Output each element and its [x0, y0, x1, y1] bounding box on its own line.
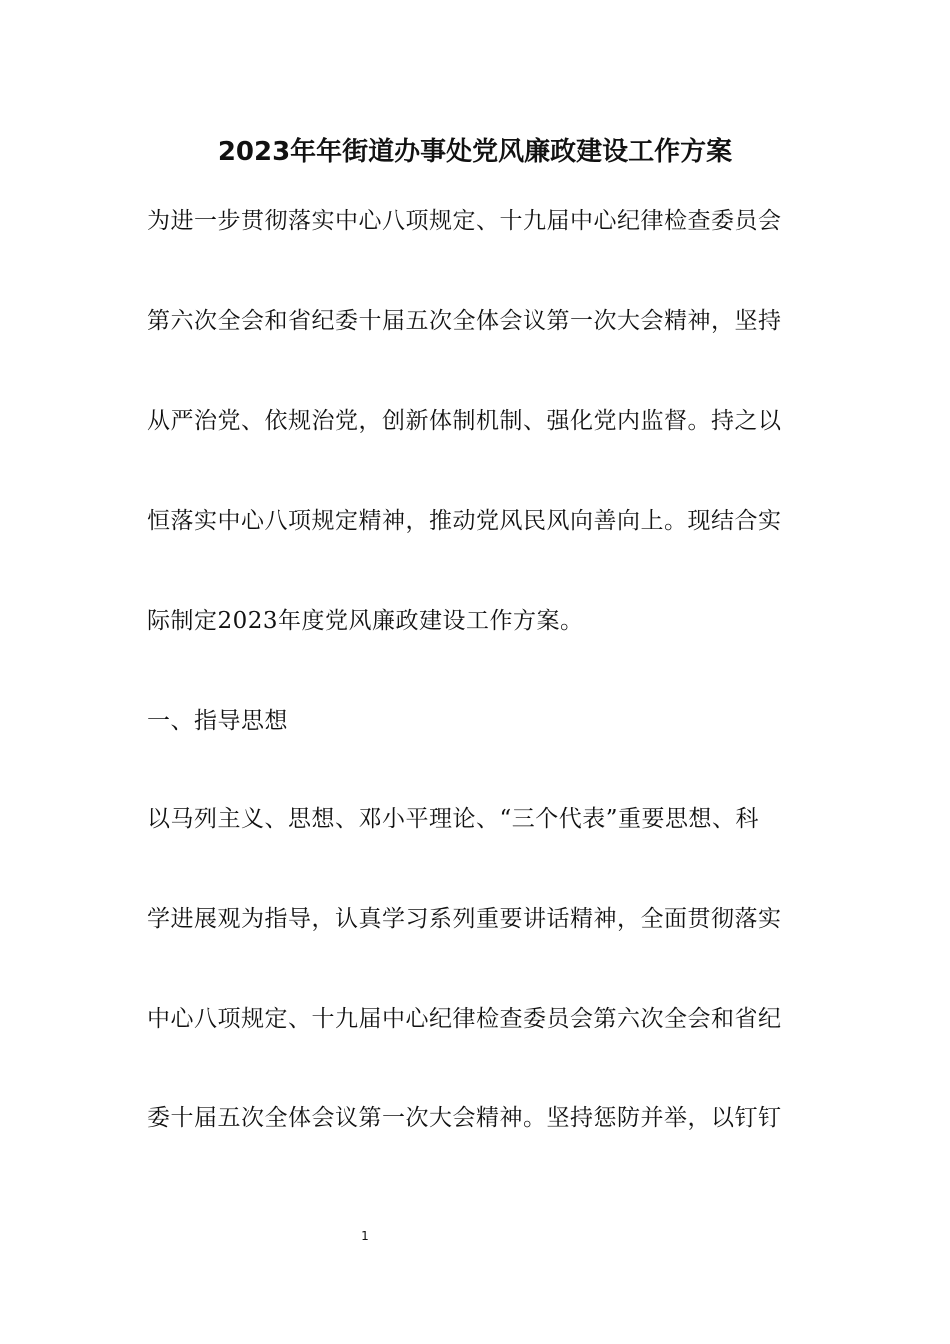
section-heading: 一、指导思想	[147, 708, 288, 734]
body-text-line: 际制定2023年度党风廉政建设工作方案。	[147, 608, 584, 634]
page-number: 1	[361, 1229, 369, 1243]
body-text-line: 第六次全会和省纪委十届五次全体会议第一次大会精神，坚持	[147, 308, 782, 334]
body-text-line: 从严治党、依规治党，创新体制机制、强化党内监督。持之以	[147, 408, 782, 434]
body-text-line: 以马列主义、思想、邓小平理论、“三个代表”重要思想、科	[147, 806, 760, 832]
body-text-line: 为进一步贯彻落实中心八项规定、十九届中心纪律检查委员会	[147, 208, 782, 234]
body-text-line: 委十届五次全体会议第一次大会精神。坚持惩防并举，以钉钉	[147, 1105, 782, 1131]
body-text-line: 恒落实中心八项规定精神，推动党风民风向善向上。现结合实	[147, 508, 782, 534]
body-text-line: 学进展观为指导，认真学习系列重要讲话精神，全面贯彻落实	[147, 906, 782, 932]
document-title: 2023年年街道办事处党风廉政建设工作方案	[217, 137, 733, 167]
body-text-line: 中心八项规定、十九届中心纪律检查委员会第六次全会和省纪	[147, 1006, 782, 1032]
